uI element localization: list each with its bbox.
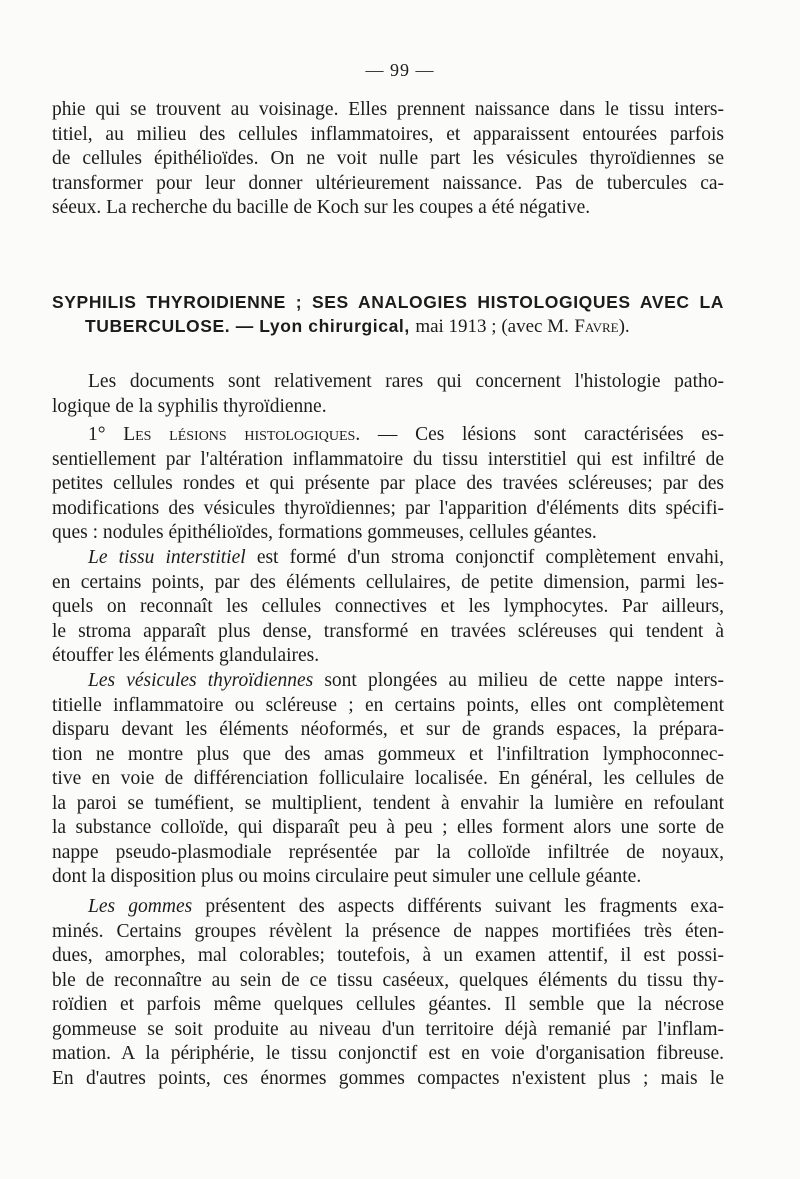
text-line: petites cellules rondes et qui présente par place des travées scléreuses; par des (52, 473, 724, 494)
section-label: 1° Les lésions histologiques. (88, 424, 361, 445)
text-line: nappe pseudo-plasmodiale représentée par la colloïde infiltrée de noyaux, (52, 841, 724, 863)
text-line: tion ne montre plus que des amas gommeux et l'infiltration lymphoconnec- (52, 743, 724, 765)
text-line: dues, amorphes, mal colorables; toutefois, à un examen attentif, il est possi- (52, 945, 724, 966)
text-fragment: sont plongées au milieu de cette nappe inters- (324, 670, 724, 691)
text-line: de cellules épithélioïdes. On ne voit nulle part les vésicules thyroïdiennes se (52, 148, 724, 169)
text-line: Les documents sont relativement rares qui concernent l'histologie patho- (88, 371, 724, 392)
text-line: roïdien et parfois même quelques cellules géantes. Il semble que la nécrose (52, 994, 724, 1015)
text-fragment: est formé d'un stroma conjonctif complètement envahi, (256, 547, 724, 568)
text-fragment: — Ces lésions sont caractérisées es- (377, 424, 724, 445)
text-line: mation. A la périphérie, le tissu conjonctif est en voie d'organisation fibreuse. (52, 1043, 724, 1064)
text-line: tive en voie de différenciation folliculaire localisée. En général, les cellules de (52, 768, 724, 789)
text-line: étouffer les éléments glandulaires. (52, 645, 320, 666)
text-line: séeux. La recherche du bacille de Koch sur les coupes a été négative. (52, 197, 591, 218)
text-line: gommeuse se soit produite au niveau d'un territoire déjà remanié par l'inflam- (52, 1018, 724, 1040)
text-fragment: présentent des aspects différents suivant les fragments exa- (205, 896, 724, 917)
heading-source-bold: TUBERCULOSE. — Lyon chirurgical, (85, 316, 410, 336)
heading-title: SYPHILIS THYROIDIENNE ; SES ANALOGIES HISTOLOGIQUES AVEC LA (52, 292, 724, 312)
text-line: la paroi se tuméfient, se multiplient, tendent à envahir la lumière en refoulant (52, 792, 724, 814)
article-heading (52, 290, 724, 338)
text-line: ques : nodules épithélioïdes, formations gommeuses, cellules géantes. (52, 522, 597, 543)
text-line: logique de la syphilis thyroïdienne. (52, 395, 327, 417)
italic-term: Les vésicules thyroïdiennes (88, 670, 314, 691)
text-line: disparu devant les éléments néoformés, et sur de grands espaces, la prépara- (52, 719, 724, 740)
text-line: transformer pour leur donner ultérieurement naissance. Pas de tubercules ca- (52, 172, 724, 194)
heading-date: mai 1913 ; (avec M. (415, 316, 569, 337)
text-line (52, 669, 724, 694)
text-line: dont la disposition plus ou moins circulaire peut simuler une cellule géante. (52, 866, 642, 887)
text-line: minés. Certains groupes révèlent la présence de nappes mortifiées très éten- (52, 920, 724, 942)
italic-term: Le tissu interstitiel (88, 547, 246, 568)
text-line: titielle inflammatoire ou scléreuse ; en certains points, elles ont complètement (52, 694, 724, 716)
paragraph-intro-histology (52, 370, 724, 419)
intro-paragraph (52, 98, 724, 221)
heading-source (52, 314, 724, 338)
text-line: En d'autres points, ces énormes gommes compactes n'existent plus ; mais le (52, 1067, 724, 1089)
italic-term: Les gommes (88, 896, 193, 917)
text-line: la substance colloïde, qui disparaît peu à peu ; elles forment alors une sorte de (52, 817, 724, 838)
text-line: ble de reconnaître au sein de ce tissu caséeux, quelques éléments du tissu thy- (52, 969, 724, 991)
text-line (52, 546, 724, 571)
text-line (52, 895, 724, 920)
text-line: en certains points, par des éléments cellulaires, de petite dimension, parmi les- (52, 571, 724, 593)
text-line: titiel, au milieu des cellules inflammatoires, et apparaissent entourées parfois (52, 123, 724, 145)
heading-close: ). (618, 316, 630, 337)
text-line: modifications des vésicules thyroïdiennes; par l'apparition d'éléments dits spécifi- (52, 497, 724, 519)
text-line (52, 423, 724, 448)
paragraph-lesions (52, 423, 724, 546)
text-line: le stroma apparaît plus dense, transformé en travées scléreuses qui tendent à (52, 620, 724, 642)
text-line: quels on reconnaît les cellules connectives et les lymphocytes. Par ailleurs, (52, 596, 724, 617)
heading-author: Favre (574, 316, 619, 337)
text-line: phie qui se trouvent au voisinage. Elles prennent naissance dans le tissu inters- (52, 99, 724, 120)
paragraph-gummas (52, 895, 724, 1091)
paragraph-interstitial-tissue (52, 546, 724, 669)
paragraph-thyroid-vesicles (52, 669, 724, 890)
page-number: — 99 — (365, 60, 435, 80)
text-line: sentiellement par l'altération inflammatoire du tissu interstitiel qui est infiltré de (52, 448, 724, 470)
